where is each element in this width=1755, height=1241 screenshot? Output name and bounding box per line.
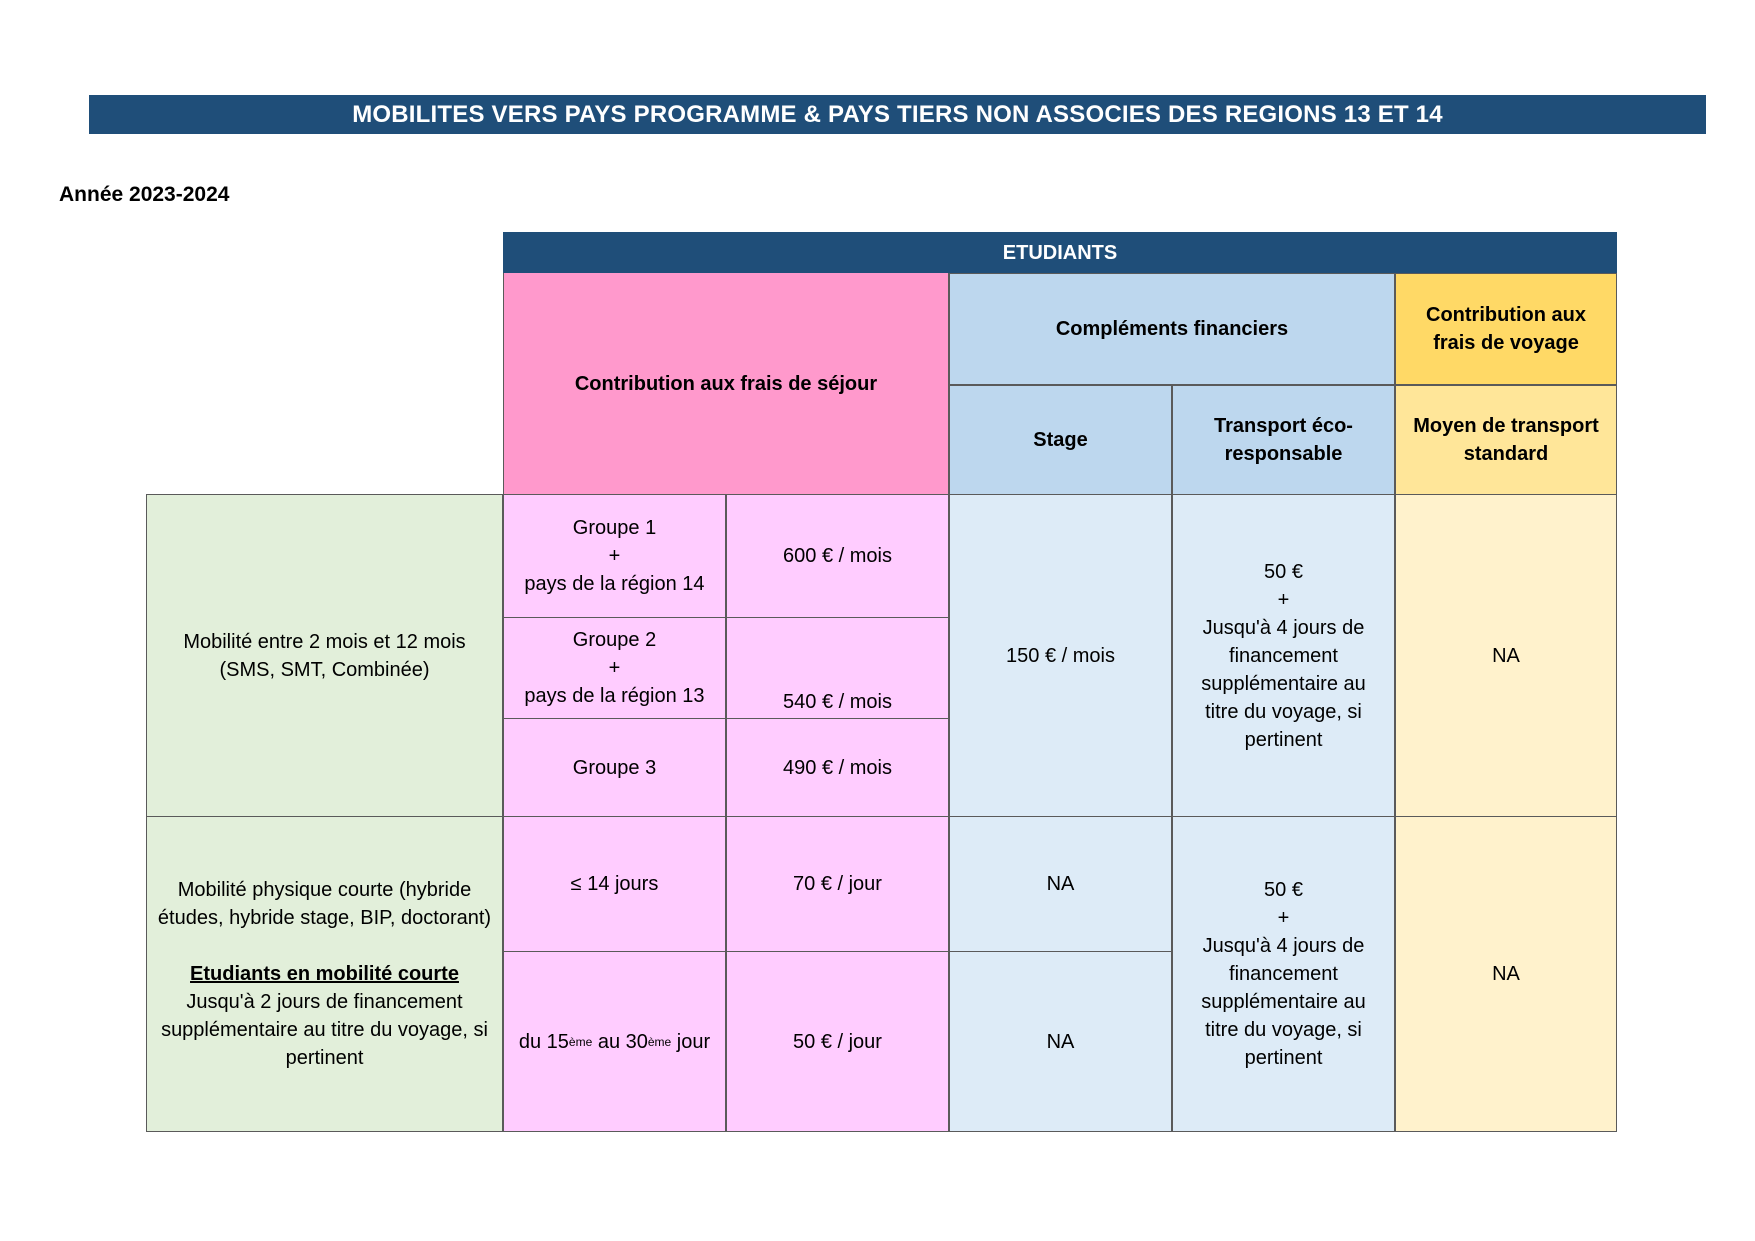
header-etudiants: ETUDIANTS xyxy=(503,232,1617,273)
short-transport-standard: NA xyxy=(1395,816,1617,1132)
short-mobility-note: Jusqu'à 2 jours de financement supplémentaire au titre du voyage, si pertinent xyxy=(161,991,488,1069)
short-period-2-stage: NA xyxy=(949,951,1172,1132)
p2-du: du 15 xyxy=(518,1030,569,1053)
short-eco-line2: + xyxy=(1277,907,1290,929)
header-contribution-voyage: Contribution aux frais de voyage xyxy=(1395,273,1617,385)
short-period-2-amount: 50 € / jour xyxy=(726,951,949,1132)
group-2-label xyxy=(503,617,726,719)
p2-jour: jour xyxy=(671,1030,711,1053)
group-1-label xyxy=(503,494,726,618)
header-complements-financiers: Compléments financiers xyxy=(949,273,1395,385)
group-1-line1: Groupe 1 xyxy=(572,517,657,539)
group-3-amount: 490 € / mois xyxy=(726,718,949,817)
group-3-label: Groupe 3 xyxy=(503,718,726,817)
long-mobility-line2: (SMS, SMT, Combinée) xyxy=(219,658,430,681)
short-period-2-duration: du 15 ème au 30 ème jour xyxy=(503,951,726,1132)
group-1-line2: + xyxy=(608,545,621,567)
long-transport-standard: NA xyxy=(1395,494,1617,817)
group-2-amount: 540 € / mois xyxy=(726,617,949,719)
group-2-line1: Groupe 2 xyxy=(572,629,657,651)
long-eco-line3: Jusqu'à 4 jours de financement supplémentaire au titre du voyage, si pertinent xyxy=(1201,616,1366,751)
short-mobility-main: Mobilité physique courte (hybride études, hybride stage, BIP, doctorant) xyxy=(157,879,492,929)
short-period-1-duration: ≤ 14 jours xyxy=(503,816,726,952)
short-period-1-amount: 70 € / jour xyxy=(726,816,949,952)
header-transport-eco: Transport éco-responsable xyxy=(1172,385,1395,495)
academic-year: Année 2023-2024 xyxy=(59,183,230,206)
header-transport-standard: Moyen de transport standard xyxy=(1395,385,1617,495)
short-eco-line1: 50 € xyxy=(1264,879,1303,901)
row-label-short-mobility xyxy=(146,816,503,1132)
header-contribution-sejour: Contribution aux frais de séjour xyxy=(503,273,949,495)
page-banner-title: MOBILITES VERS PAYS PROGRAMME & PAYS TIERS NON ASSOCIES DES REGIONS 13 ET 14 xyxy=(89,95,1706,134)
group-2-line3: pays de la région 13 xyxy=(524,685,705,707)
long-eco-line1: 50 € xyxy=(1264,560,1303,583)
short-mobility-title: Etudiants en mobilité courte xyxy=(190,963,459,985)
row-label-long-mobility xyxy=(146,494,503,817)
long-transport-eco xyxy=(1172,494,1395,817)
short-eco-line3: Jusqu'à 4 jours de financement supplémentaire au titre du voyage, si pertinent xyxy=(1201,935,1366,1069)
header-stage: Stage xyxy=(949,385,1172,495)
long-eco-line2: + xyxy=(1277,588,1290,611)
long-stage-amount: 150 € / mois xyxy=(949,494,1172,817)
long-mobility-line1: Mobilité entre 2 mois et 12 mois xyxy=(183,630,466,653)
group-1-amount: 600 € / mois xyxy=(726,494,949,618)
short-transport-eco xyxy=(1172,816,1395,1132)
short-period-1-stage: NA xyxy=(949,816,1172,952)
p2-au: au 30 xyxy=(592,1030,648,1053)
group-2-line2: + xyxy=(608,657,621,679)
group-1-line3: pays de la région 14 xyxy=(524,573,705,595)
